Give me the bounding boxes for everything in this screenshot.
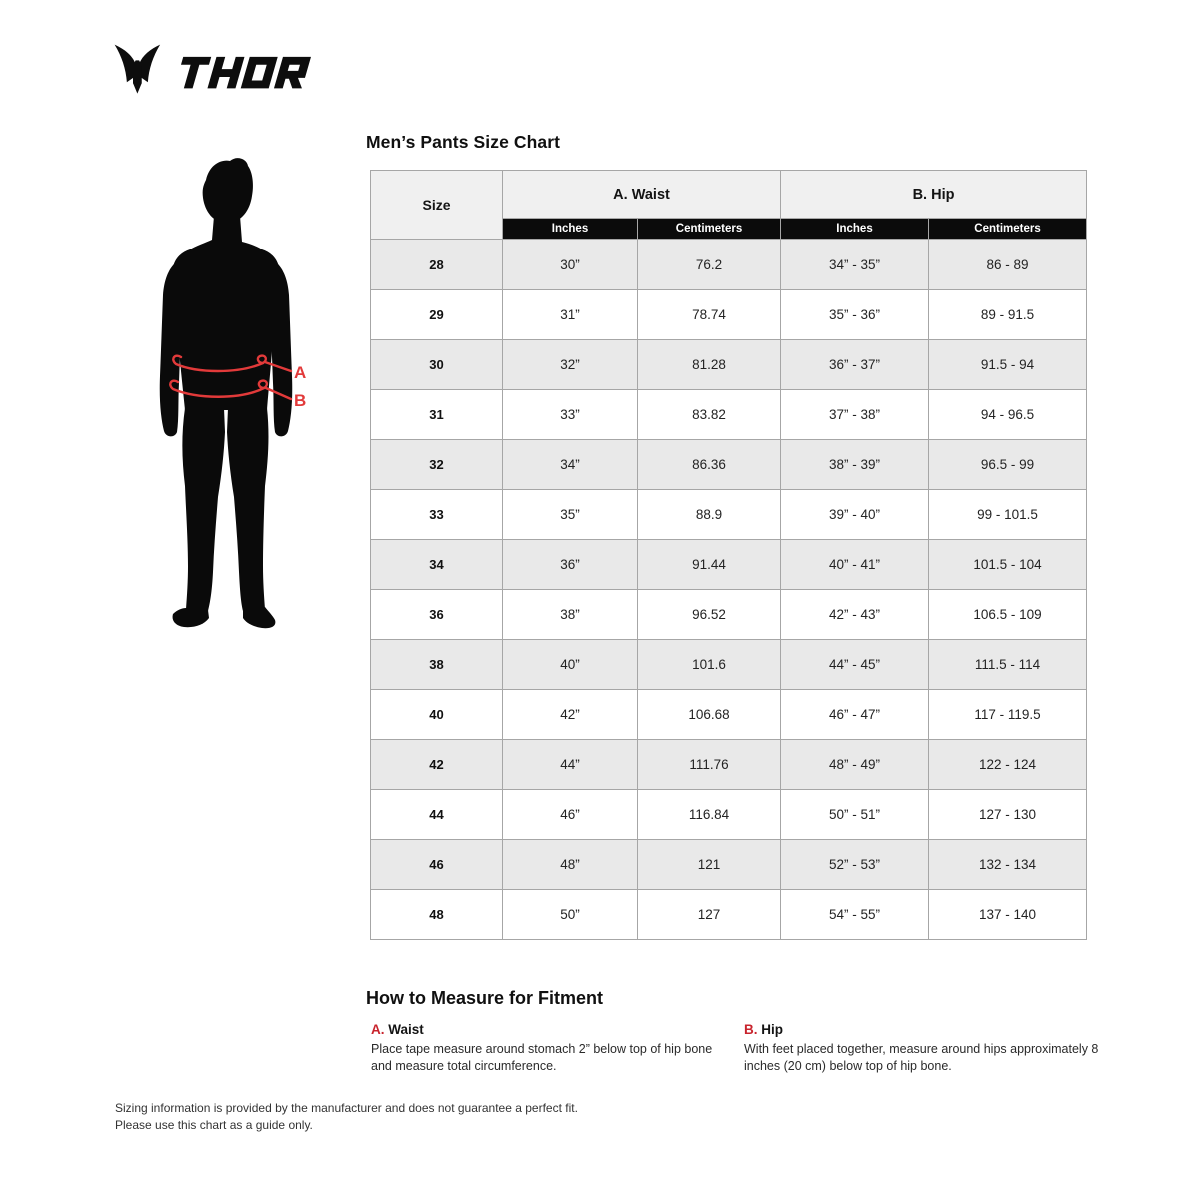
hip-centimeters-cell: 89 - 91.5 (929, 290, 1087, 340)
hip-inches-cell: 42” - 43” (781, 590, 929, 640)
waist-centimeters-cell: 78.74 (638, 290, 781, 340)
hip-instruction-text: With feet placed together, measure around hips approximately 8 inches (20 cm) below top of hip bone. (744, 1042, 1099, 1073)
size-cell: 29 (371, 290, 503, 340)
size-table-row (371, 890, 1087, 940)
size-table-row (371, 590, 1087, 640)
size-cell: 48 (371, 890, 503, 940)
waist-inches-cell: 38” (503, 590, 638, 640)
disclaimer-line-1: Sizing information is provided by the manufacturer and does not guarantee a perfect fit. (115, 1101, 578, 1115)
hip-letter: B. (744, 1022, 758, 1037)
waist-centimeters-cell: 86.36 (638, 440, 781, 490)
waist-centimeters-cell: 81.28 (638, 340, 781, 390)
waist-centimeters-cell: 88.9 (638, 490, 781, 540)
hip-inches-cell: 40” - 41” (781, 540, 929, 590)
hip-inches-cell: 54” - 55” (781, 890, 929, 940)
hip-group-header: B. Hip (781, 171, 1087, 219)
waist-centimeters-cell: 106.68 (638, 690, 781, 740)
waist-centimeters-cell: 121 (638, 840, 781, 890)
waist-inches-cell: 42” (503, 690, 638, 740)
sizing-disclaimer (115, 1100, 578, 1134)
hip-centimeters-cell: 91.5 - 94 (929, 340, 1087, 390)
waist-inches-cell: 36” (503, 540, 638, 590)
hip-inches-cell: 38” - 39” (781, 440, 929, 490)
size-table-row (371, 690, 1087, 740)
waist-inches-cell: 46” (503, 790, 638, 840)
waist-inches-cell: 33” (503, 390, 638, 440)
hip-line-label: B (294, 391, 307, 410)
waist-centimeters-cell: 83.82 (638, 390, 781, 440)
size-cell: 31 (371, 390, 503, 440)
size-cell: 30 (371, 340, 503, 390)
size-cell: 28 (371, 240, 503, 290)
size-chart (370, 170, 1087, 940)
hip-inches-header: Inches (781, 219, 929, 240)
size-cell: 46 (371, 840, 503, 890)
thor-bullhead-icon (115, 45, 161, 94)
size-table-row (371, 840, 1087, 890)
waist-centimeters-cell: 91.44 (638, 540, 781, 590)
size-cell: 34 (371, 540, 503, 590)
hip-inches-cell: 35” - 36” (781, 290, 929, 340)
waist-centimeters-cell: 111.76 (638, 740, 781, 790)
size-table-row (371, 790, 1087, 840)
waist-inches-cell: 32” (503, 340, 638, 390)
size-cell: 33 (371, 490, 503, 540)
waist-letter: A. (371, 1022, 385, 1037)
hip-inches-cell: 52” - 53” (781, 840, 929, 890)
hip-inches-cell: 36” - 37” (781, 340, 929, 390)
hip-centimeters-cell: 127 - 130 (929, 790, 1087, 840)
waist-centimeters-cell: 116.84 (638, 790, 781, 840)
hip-instructions (744, 1022, 1102, 1075)
size-table-row (371, 290, 1087, 340)
waist-inches-cell: 34” (503, 440, 638, 490)
size-table-row (371, 640, 1087, 690)
body-measurement-figure (152, 150, 342, 660)
size-table-row (371, 240, 1087, 290)
waist-centimeters-cell: 96.52 (638, 590, 781, 640)
waist-instruction-label (371, 1022, 716, 1037)
hip-inches-cell: 44” - 45” (781, 640, 929, 690)
male-silhouette (160, 158, 293, 628)
waist-inches-cell: 50” (503, 890, 638, 940)
hip-centimeters-cell: 132 - 134 (929, 840, 1087, 890)
hip-word: Hip (761, 1022, 784, 1037)
size-table-row (371, 440, 1087, 490)
hip-centimeters-cell: 106.5 - 109 (929, 590, 1087, 640)
hip-centimeters-cell: 101.5 - 104 (929, 540, 1087, 590)
waist-inches-cell: 31” (503, 290, 638, 340)
size-table-row (371, 540, 1087, 590)
hip-inches-cell: 48” - 49” (781, 740, 929, 790)
hip-inches-cell: 37” - 38” (781, 390, 929, 440)
size-table-row (371, 740, 1087, 790)
size-cell: 36 (371, 590, 503, 640)
size-cell: 40 (371, 690, 503, 740)
size-cell: 38 (371, 640, 503, 690)
waist-line-label: A (294, 363, 307, 382)
waist-word: Waist (388, 1022, 424, 1037)
waist-inches-cell: 40” (503, 640, 638, 690)
how-to-measure-heading: How to Measure for Fitment (366, 988, 604, 1008)
size-table-row (371, 390, 1087, 440)
hip-centimeters-cell: 111.5 - 114 (929, 640, 1087, 690)
hip-centimeters-cell: 94 - 96.5 (929, 390, 1087, 440)
waist-inches-cell: 48” (503, 840, 638, 890)
page-title: Men’s Pants Size Chart (366, 132, 561, 152)
waist-centimeters-cell: 101.6 (638, 640, 781, 690)
size-cell: 32 (371, 440, 503, 490)
hip-centimeters-cell: 117 - 119.5 (929, 690, 1087, 740)
waist-inches-cell: 30” (503, 240, 638, 290)
size-table-row (371, 490, 1087, 540)
size-chart-table (370, 170, 1087, 940)
hip-centimeters-cell: 96.5 - 99 (929, 440, 1087, 490)
hip-instruction-label (744, 1022, 1102, 1037)
waist-centimeters-cell: 76.2 (638, 240, 781, 290)
hip-inches-cell: 46” - 47” (781, 690, 929, 740)
hip-inches-cell: 39” - 40” (781, 490, 929, 540)
waist-centimeters-cell: 127 (638, 890, 781, 940)
hip-centimeters-cell: 99 - 101.5 (929, 490, 1087, 540)
size-column-header: Size (371, 171, 503, 240)
size-cell: 42 (371, 740, 503, 790)
size-table-body (371, 240, 1087, 940)
waist-instructions (371, 1022, 716, 1075)
waist-inches-cell: 44” (503, 740, 638, 790)
thor-wordmark (174, 57, 311, 89)
size-cell: 44 (371, 790, 503, 840)
hip-centimeters-cell: 137 - 140 (929, 890, 1087, 940)
hip-centimeters-cell: 122 - 124 (929, 740, 1087, 790)
hip-inches-cell: 50” - 51” (781, 790, 929, 840)
disclaimer-line-2: Please use this chart as a guide only. (115, 1118, 313, 1132)
size-table-row (371, 340, 1087, 390)
hip-centimeters-header: Centimeters (929, 219, 1087, 240)
thor-logo (112, 42, 322, 103)
waist-inches-cell: 35” (503, 490, 638, 540)
waist-group-header: A. Waist (503, 171, 781, 219)
waist-instruction-text: Place tape measure around stomach 2” below top of hip bone and measure total circumference. (371, 1042, 713, 1073)
waist-inches-header: Inches (503, 219, 638, 240)
waist-centimeters-header: Centimeters (638, 219, 781, 240)
hip-inches-cell: 34” - 35” (781, 240, 929, 290)
hip-centimeters-cell: 86 - 89 (929, 240, 1087, 290)
thor-logo-graphic (112, 42, 322, 98)
